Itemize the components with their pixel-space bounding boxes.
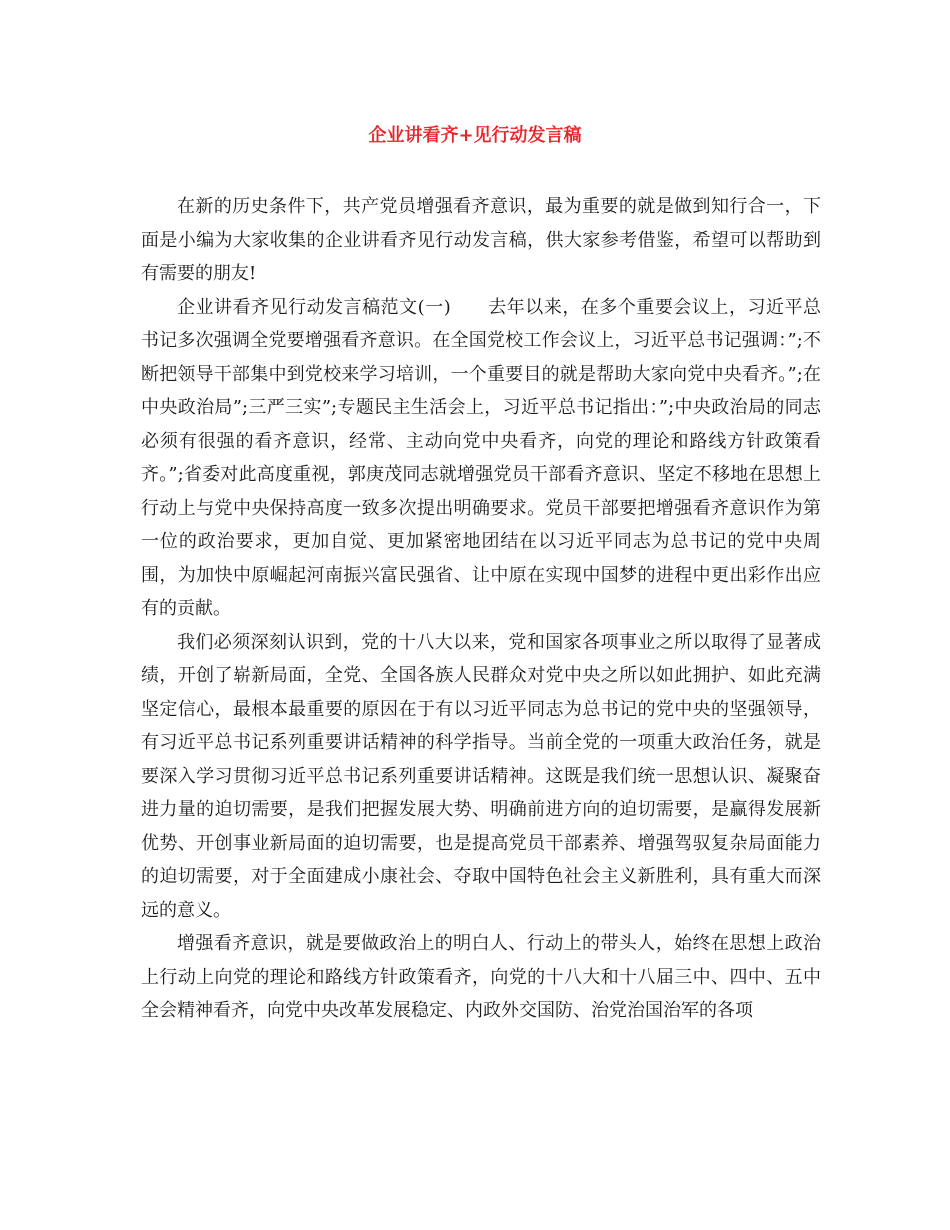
document-title: 企业讲看齐+见行动发言稿 [368, 125, 582, 146]
paragraph-intro: 在新的历史条件下，共产党员增强看齐意识，最为重要的就是做到知行合一，下面是小编为大家收集的企业讲看齐见行动发言稿，供大家参考借鉴，希望可以帮助到有需要的朋友! [141, 196, 821, 284]
paragraph-significance: 我们必须深刻认识到，党的十八大以来，党和国家各项事业之所以取得了显著成绩，开创了崭新局面，全党、全国各族人民群众对党中央之所以如此拥护、如此充满坚定信心，最根本最重要的原因在于有以习近平同志为总书记的党中央的坚强领导，有习近平总书记系列重要讲话精神的科学指导。当前全党的一项重大政治任务，就是要深入学习贯彻习近平总书记系列重要讲话精神。这既是我们统一思想认识、凝聚奋进力量的迫切需要，是我们把握发展大势、明确前进方向的迫切需要，是赢得发展新优势、开创事业新局面的迫切需要，也是提高党员干部素养、增强驾驭复杂局面能力的迫切需要，对于全面建成小康社会、夺取中国特色社会主义新胜利，具有重大而深远的意义。 [141, 631, 821, 921]
document-body [141, 190, 821, 1028]
paragraph-sample-one: 企业讲看齐见行动发言稿范文(一) 去年以来，在多个重要会议上，习近平总书记多次强调全党要增强看齐意识。在全国党校工作会议上，习近平总书记强调：”;不断把领导干部集中到党校来学习培训，一个重要目的就是帮助大家向党中央看齐。”;在中央政治局”;三严三实”;专题民主生活会上，习近平总书记指出：”;中央政治局的同志必须有很强的看齐意识，经常、主动向党中央看齐，向党的理论和路线方针政策看齐。”;省委对此高度重视，郭庚茂同志就增强党员干部看齐意识、坚定不移地在思想上行动上与党中央保持高度一致多次提出明确要求。党员干部要把增强看齐意识作为第一位的政治要求，更加自觉、更加紧密地团结在以习近平同志为总书记的党中央周围，为加快中原崛起河南振兴富民强省、让中原在实现中国梦的进程中更出彩作出应有的贡献。 [141, 296, 821, 619]
paragraph-alignment: 增强看齐意识，就是要做政治上的明白人、行动上的带头人，始终在思想上政治上行动上向党的理论和路线方针政策看齐，向党的十八大和十八届三中、四中、五中全会精神看齐，向党中央改革发展稳定、内政外交国防、治党治国治军的各项 [141, 933, 821, 1021]
